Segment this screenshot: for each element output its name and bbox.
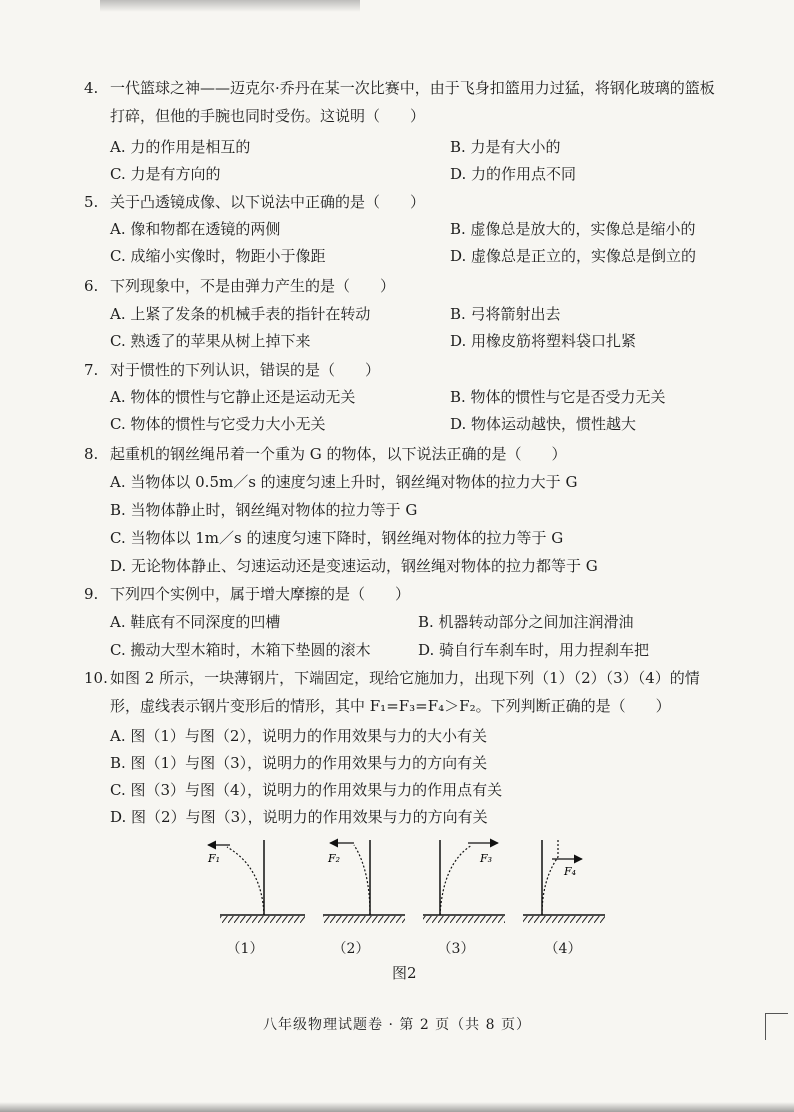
question-4-line-1	[84, 78, 715, 98]
question-10-line-1	[84, 668, 700, 688]
question-10-text-1: 如图 2 所示，一块薄钢片，下端固定，现给它施加力，出现下列（1）（2）（3）（4）的情	[110, 669, 700, 687]
question-5-option-a: A. 像和物都在透镜的两侧	[110, 220, 281, 238]
question-4-option-d: D. 力的作用点不同	[450, 165, 577, 183]
question-7-option-c: C. 物体的惯性与它受力大小无关	[110, 415, 326, 433]
question-9-option-d: D. 骑自行车刹车时，用力捏刹车把	[418, 641, 650, 659]
question-10-option-a: A. 图（1）与图（2），说明力的作用效果与力的大小有关	[110, 727, 487, 745]
question-8-option-d: D. 无论物体静止、匀速运动还是变速运动，钢丝绳对物体的拉力都等于 G	[110, 557, 598, 575]
question-7-option-d: D. 物体运动越快，惯性越大	[450, 415, 637, 433]
figure-sub-caption-1: （1）	[226, 941, 264, 957]
question-9-option-a: A. 鞋底有不同深度的凹槽	[110, 613, 281, 631]
page-footer: 八年级物理试题卷 · 第 2 页（共 8 页）	[263, 1017, 531, 1033]
question-5-option-c: C. 成缩小实像时，物距小于像距	[110, 247, 326, 265]
question-9-stem	[84, 584, 410, 604]
question-8-number: 8.	[84, 445, 99, 463]
scan-shadow-bottom	[0, 1102, 794, 1112]
question-5-number: 5.	[84, 193, 99, 211]
force-label-f4: F₄	[564, 865, 577, 878]
force-label-f1: F₁	[208, 852, 221, 865]
force-label-f2: F₂	[328, 852, 341, 865]
question-10-line-2: 形，虚线表示钢片变形后的情形，其中 F₁=F₃=F₄＞F₂。下列判断正确的是（ ）	[110, 697, 671, 715]
question-7-option-b: B. 物体的惯性与它是否受力无关	[450, 388, 666, 406]
question-10-number: 10.	[84, 669, 108, 687]
question-8-text: 起重机的钢丝绳吊着一个重为 G 的物体，以下说法正确的是（ ）	[110, 445, 567, 463]
question-6-option-d: D. 用橡皮筋将塑料袋口扎紧	[450, 332, 637, 350]
question-10-option-d: D. 图（2）与图（3），说明力的作用效果与力的方向有关	[110, 808, 488, 826]
strip-4	[523, 840, 605, 923]
question-8-option-c: C. 当物体以 1m／s 的速度匀速下降时，钢丝绳对物体的拉力等于 G	[110, 529, 564, 547]
question-4-line-2: 打碎，但他的手腕也同时受伤。这说明（ ）	[110, 107, 426, 125]
question-4-option-b: B. 力是有大小的	[450, 138, 561, 156]
question-9-text: 下列四个实例中，属于增大摩擦的是（ ）	[110, 585, 411, 603]
figure-sub-caption-2: （2）	[332, 941, 370, 957]
question-4-number: 4.	[84, 79, 99, 97]
question-6-option-c: C. 熟透了的苹果从树上掉下来	[110, 332, 311, 350]
question-10-option-b: B. 图（1）与图（3），说明力的作用效果与力的方向有关	[110, 754, 488, 772]
scan-shadow-top	[100, 0, 360, 12]
question-6-option-b: B. 弓将箭射出去	[450, 305, 561, 323]
question-8-stem	[84, 444, 567, 464]
question-7-number: 7.	[84, 361, 99, 379]
figure-sub-caption-3: （3）	[437, 941, 475, 957]
question-4-option-c: C. 力是有方向的	[110, 165, 221, 183]
question-5-option-d: D. 虚像总是正立的，实像总是倒立的	[450, 247, 697, 265]
question-6-option-a: A. 上紧了发条的机械手表的指针在转动	[110, 305, 371, 323]
question-4-text-1: 一代篮球之神——迈克尔·乔丹在某一次比赛中，由于飞身扣篮用力过猛，将钢化玻璃的篮板	[110, 79, 715, 97]
question-7-option-a: A. 物体的惯性与它静止还是运动无关	[110, 388, 356, 406]
figure-caption: 图2	[392, 964, 417, 982]
question-9-option-c: C. 搬动大型木箱时，木箱下垫圆的滚木	[110, 641, 371, 659]
strip-1	[208, 840, 305, 923]
question-10-option-c: C. 图（3）与图（4），说明力的作用效果与力的作用点有关	[110, 781, 503, 799]
strip-3	[423, 840, 505, 923]
figure-sub-caption-4: （4）	[544, 941, 582, 957]
force-label-f3: F₃	[480, 852, 493, 865]
question-6-number: 6.	[84, 277, 99, 295]
scan-corner-mark	[765, 1013, 788, 1040]
question-5-stem	[84, 192, 425, 212]
question-8-option-a: A. 当物体以 0.5m／s 的速度匀速上升时，钢丝绳对物体的拉力大于 G	[110, 473, 578, 491]
question-7-stem	[84, 360, 380, 380]
figure-2-steel-strips	[180, 835, 620, 935]
question-6-stem	[84, 276, 395, 296]
question-9-number: 9.	[84, 585, 99, 603]
question-9-option-b: B. 机器转动部分之间加注润滑油	[418, 613, 634, 631]
question-6-text: 下列现象中，不是由弹力产生的是（ ）	[110, 277, 396, 295]
question-5-text: 关于凸透镜成像、以下说法中正确的是（ ）	[110, 193, 426, 211]
question-5-option-b: B. 虚像总是放大的，实像总是缩小的	[450, 220, 696, 238]
question-7-text: 对于惯性的下列认识，错误的是（ ）	[110, 361, 381, 379]
question-8-option-b: B. 当物体静止时，钢丝绳对物体的拉力等于 G	[110, 501, 418, 519]
question-4-option-a: A. 力的作用是相互的	[110, 138, 251, 156]
